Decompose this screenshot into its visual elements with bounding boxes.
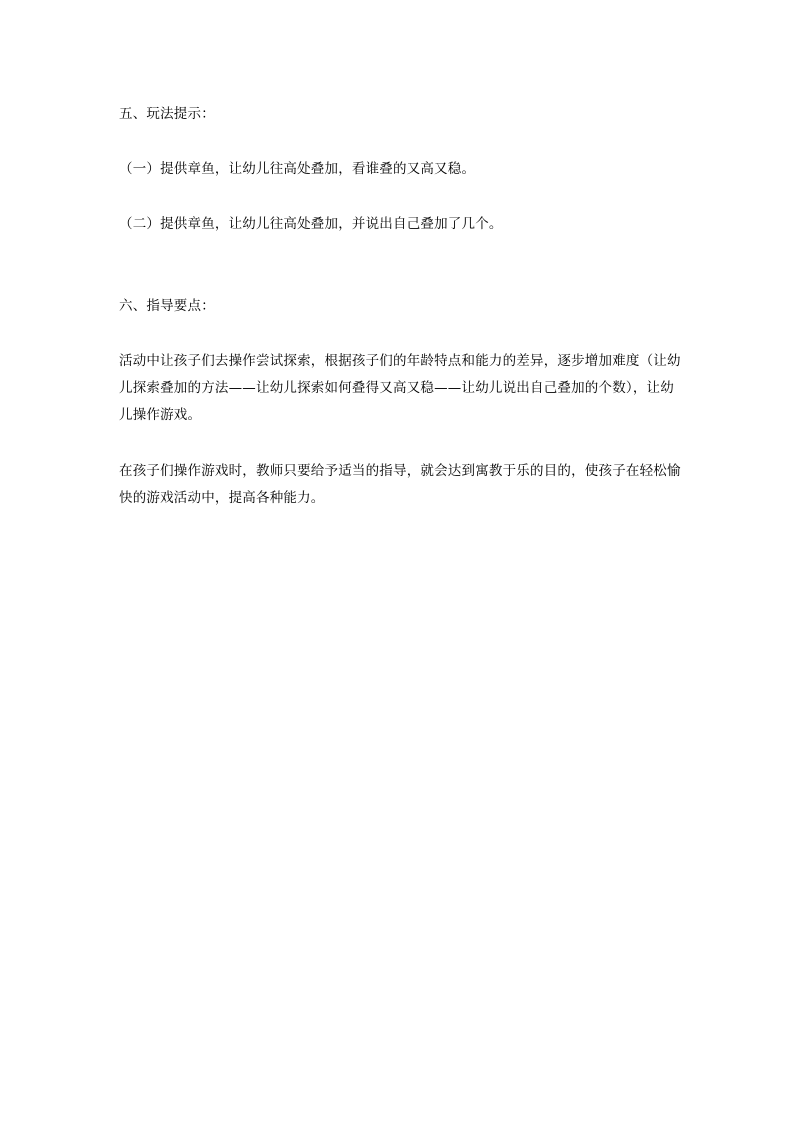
- gameplay-tip-item-1: （一）提供章鱼，让幼儿往高处叠加，看谁叠的又高又稳。: [119, 161, 476, 177]
- guidance-paragraph-2: 在孩子们操作游戏时，教师只要给予适当的指导，就会达到寓教于乐的目的，使孩子在轻松愉快的游戏活动中，提高各种能力。: [119, 463, 681, 506]
- section-heading-gameplay-tips: 五、玩法提示：: [119, 106, 215, 122]
- document-body: [119, 101, 681, 512]
- section-heading-guidance-points: 六、指导要点：: [119, 298, 215, 314]
- gameplay-tip-item-2: （二）提供章鱼，让幼儿往高处叠加，并说出自己叠加了几个。: [119, 216, 503, 232]
- guidance-paragraph-1: 活动中让孩子们去操作尝试探索，根据孩子们的年龄特点和能力的差异，逐步增加难度（让幼儿探索叠加的方法——让幼儿探索如何叠得又高又稳——让幼儿说出自己叠加的个数），让幼儿操作游戏。: [119, 353, 681, 423]
